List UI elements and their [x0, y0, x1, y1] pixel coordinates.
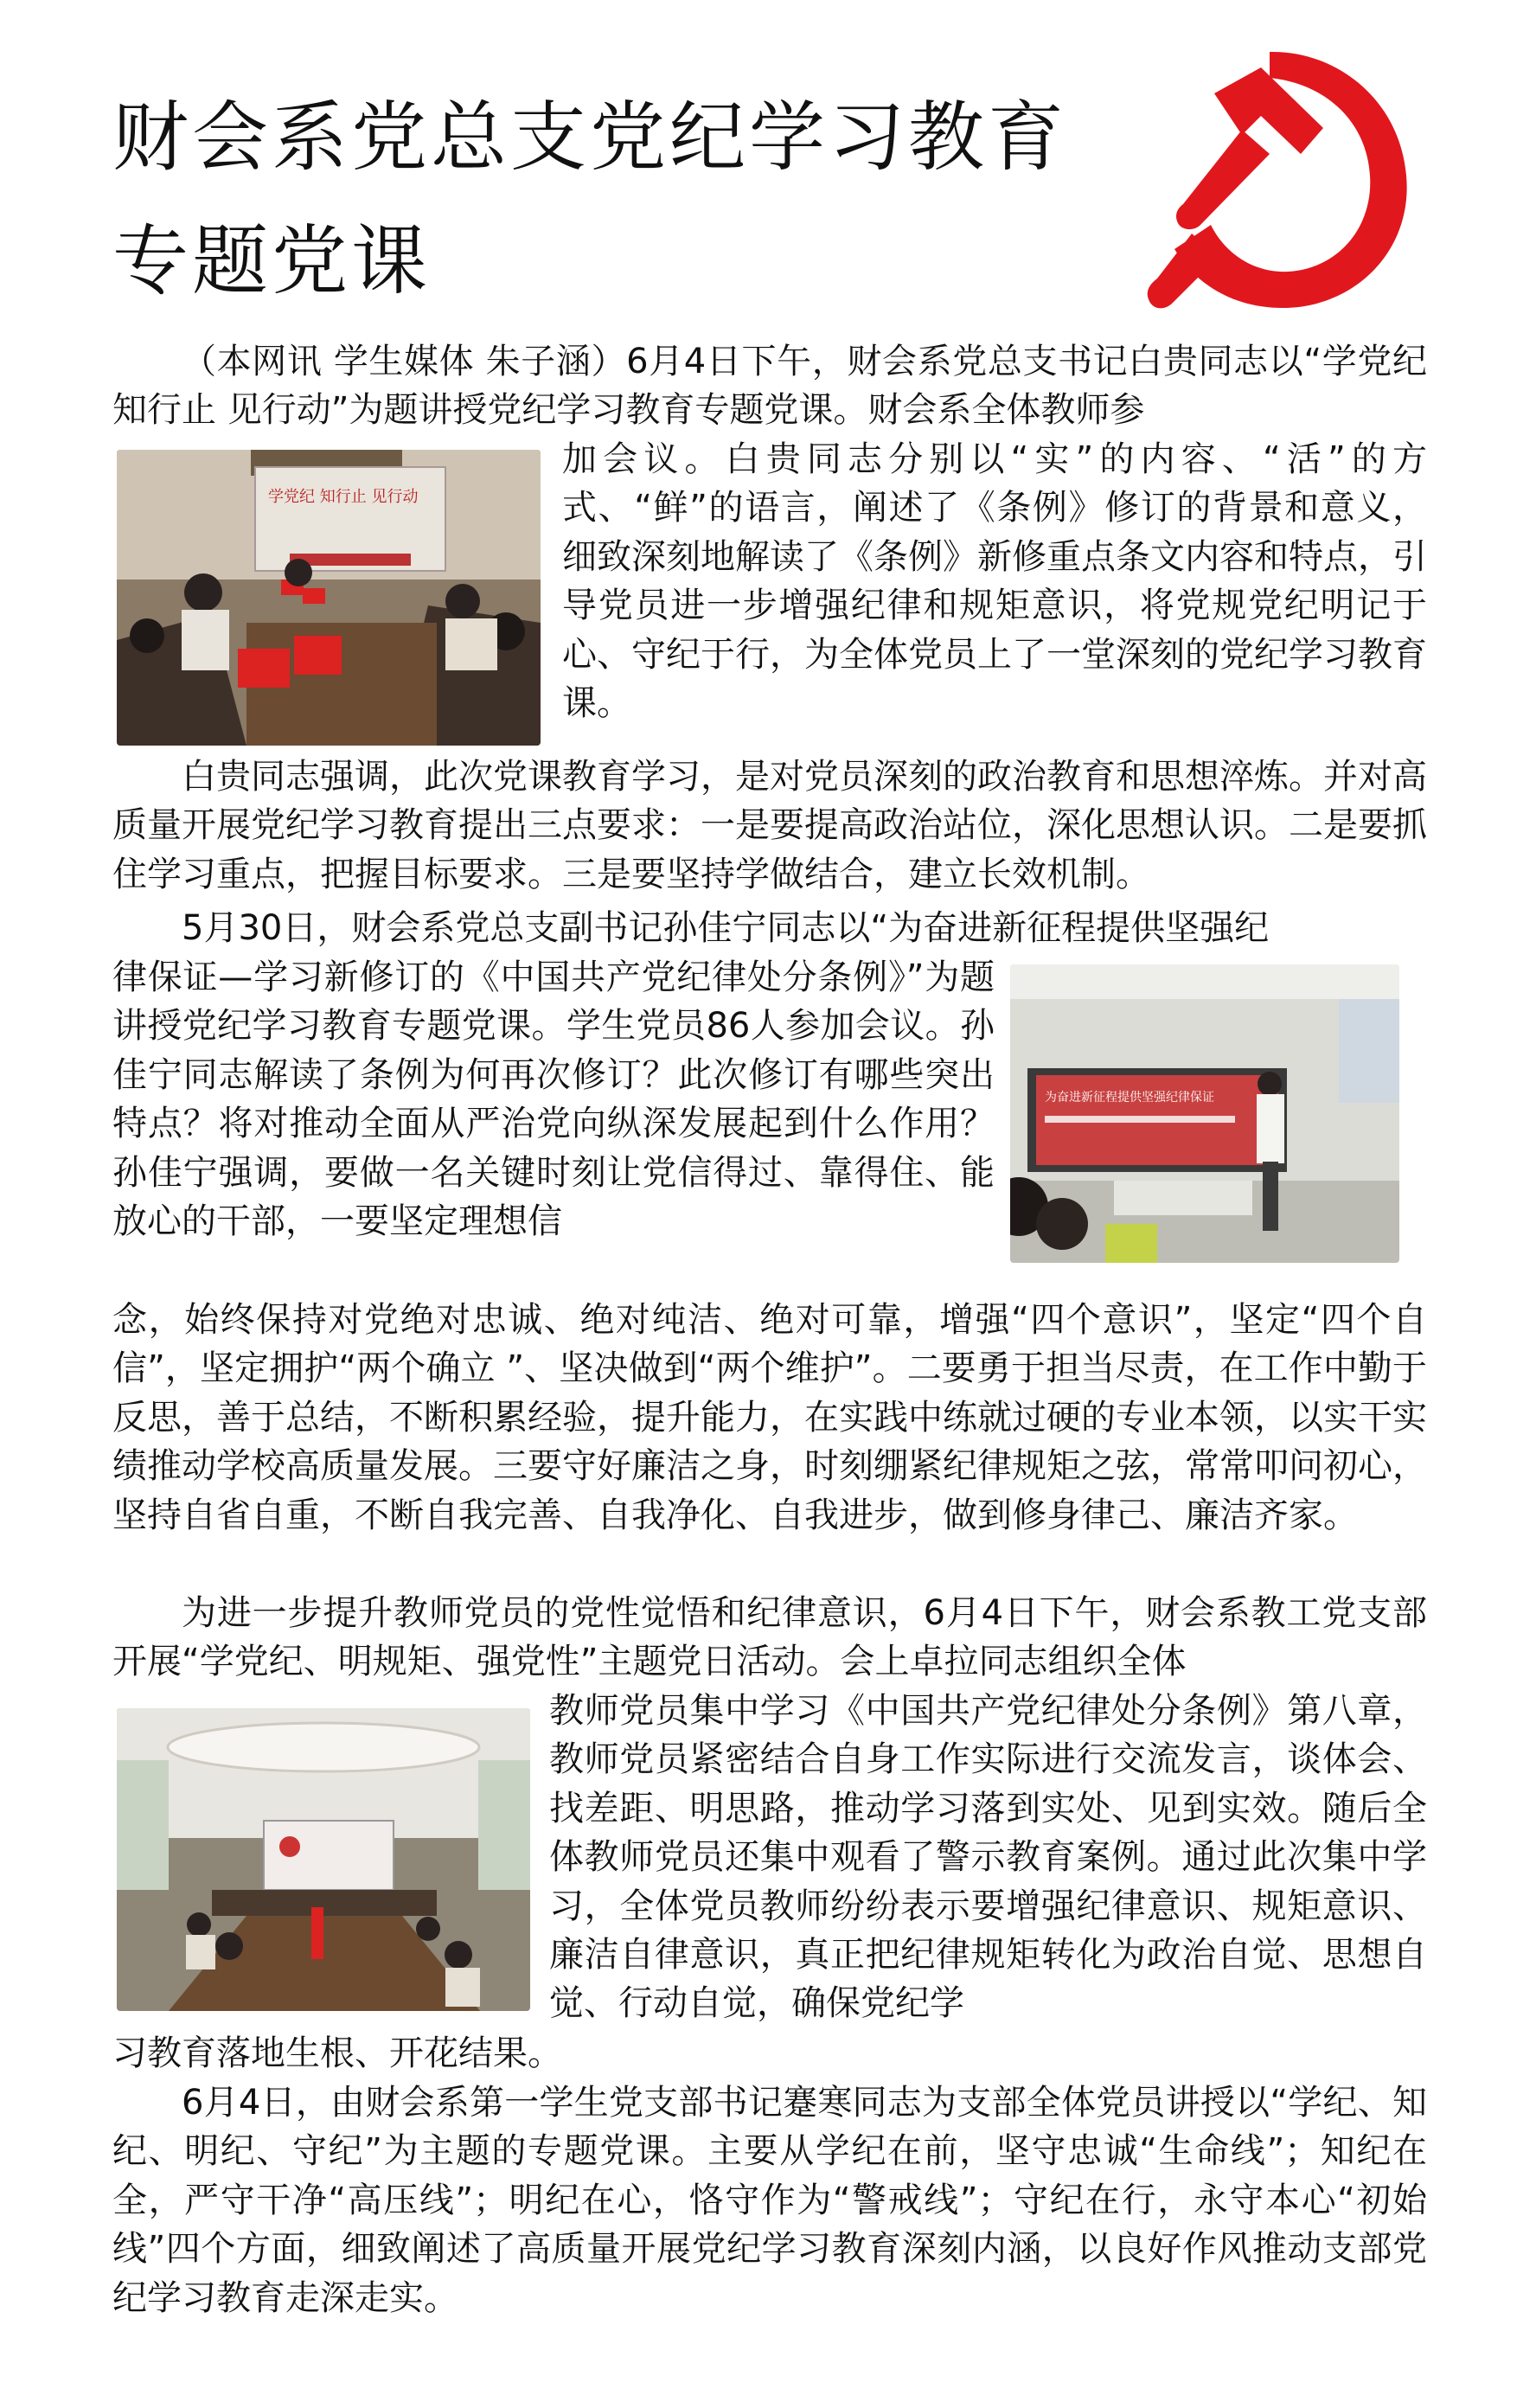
page-title-line1: 财会系党总支党纪学习教育	[112, 93, 1068, 182]
photo1-screen-text: 学党纪 知行止 见行动	[268, 488, 419, 506]
photo-lecture-classroom	[1010, 964, 1399, 1263]
paragraph-4-end: 习教育落地生根、开花结果。	[112, 2033, 562, 2073]
paragraph-3-intro: 5月30日，财会系党总支副书记孙佳宁同志以“为奋进新征程提供坚强纪	[182, 908, 1270, 948]
paragraph-4-intro: 为进一步提升教师党员的党性觉悟和纪律意识，6月4日下午，财会系教工党支部开展“学党纪、明规矩、强党性”主题党日活动。会上卓拉同志组织全体	[112, 1593, 1427, 1682]
photo-meeting-room	[117, 1708, 530, 2011]
paragraph-4-body: 教师党员集中学习《中国共产党纪律处分条例》第八章，教师党员紧密结合自身工作实际进行交流发言，谈体会、找差距、明思路，推动学习落到实处、见到实效。随后全体教师党员还集中观看了警示教育案例。通过此次集中学习，全体党员教师纷纷表示要增强纪律意识、规矩意识、廉洁自律意识，真正把纪律规矩转化为政治自觉、思想自觉、行动自觉，确保党纪学	[549, 1691, 1427, 2024]
paragraph-1-body: 加会议。白贵同志分别以“实”的内容、“活”的方式、“鲜”的语言，阐述了《条例》修订的背景和意义，细致深刻地解读了《条例》新修重点条文内容和特点，引导党员进一步增强纪律和规矩意识，将党规党纪明记于心、守纪于行，为全体党员上了一堂深刻的党纪学习教育课。	[562, 439, 1427, 724]
paragraph-1-intro: （本网讯 学生媒体 朱子涵）6月4日下午，财会系党总支书记白贵同志以“学党纪 知行止 见行动”为题讲授党纪学习教育专题党课。财会系全体教师参	[112, 342, 1427, 431]
photo-lecture-white-flag	[117, 450, 541, 746]
photo2-screen-text: 为奋进新征程提供坚强纪律保证	[1045, 1091, 1214, 1105]
paragraph-5: 6月4日，由财会系第一学生党支部书记蹇寒同志为支部全体党员讲授以“学纪、知纪、明纪、守纪”为主题的专题党课。主要从学纪在前，坚守忠诚“生命线”；知纪在全，严守干净“高压线”；明纪在心，恪守作为“警戒线”；守纪在行，永守本心“初始线”四个方面，细致阐述了高质量开展党纪学习教育深刻内涵，以良好作风推动支部党纪学习教育走深走实。	[112, 2083, 1427, 2318]
paragraph-2: 白贵同志强调，此次党课教育学习，是对党员深刻的政治教育和思想淬炼。并对高质量开展党纪学习教育提出三点要求：一是要提高政治站位，深化思想认识。二是要抓住学习重点，把握目标要求。三是要坚持学做结合，建立长效机制。	[112, 757, 1427, 894]
party-emblem-icon	[1140, 33, 1425, 318]
page-title-line2: 专题党课	[112, 216, 432, 305]
paragraph-3-body: 律保证—学习新修订的《中国共产党纪律处分条例》”为题讲授党纪学习教育专题党课。学生党员86人参加会议。孙佳宁同志解读了条例为何再次修订？此次修订有哪些突出特点？将对推动全面从严治党向纵深发展起到什么作用？孙佳宁强调，要做一名关键时刻让党信得过、靠得住、能放心的干部，一要坚定理想信	[112, 957, 995, 1242]
paragraph-3-continued: 念，始终保持对党绝对忠诚、绝对纯洁、绝对可靠，增强“四个意识”，坚定“四个自信”，坚定拥护“两个确立 ”、坚决做到“两个维护”。二要勇于担当尽责，在工作中勤于反思，善于总结，不断积累经验，提升能力，在实践中练就过硬的专业本领，以实干实绩推动学校高质量发展。三要守好廉洁之身，时刻绷紧纪律规矩之弦，常常叩问初心，坚持自省自重，不断自我完善、自我净化、自我进步，做到修身律己、廉洁齐家。	[112, 1300, 1427, 1535]
